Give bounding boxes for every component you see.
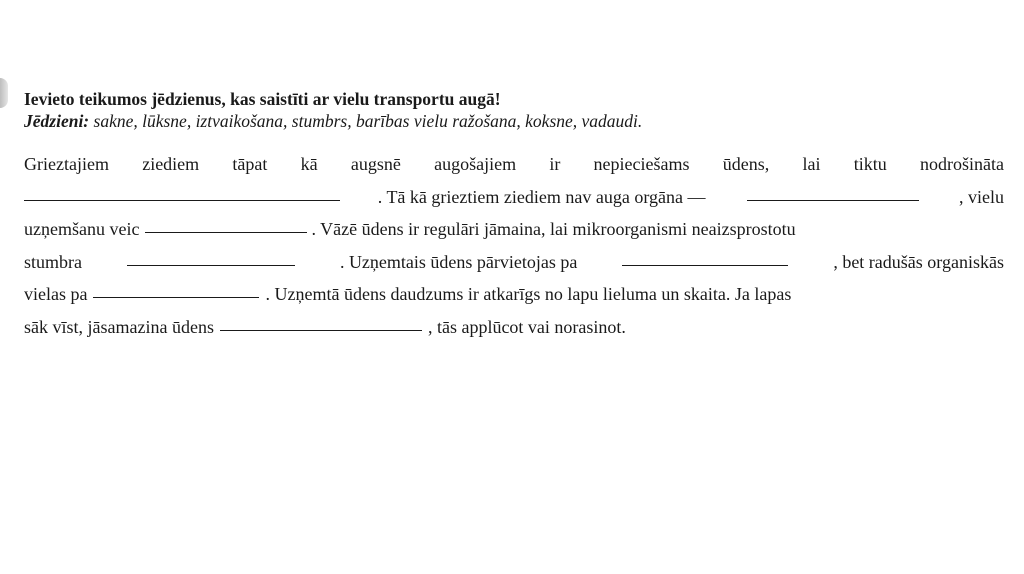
passage-text: . Tā kā grieztiem ziediem nav auga orgāna — [377,186,706,207]
instruction-heading: Ievieto teikumos jēdzienus, kas saistīti ar vielu transportu augā! [24,89,501,109]
passage-line-4 [24,246,1004,279]
blank-6[interactable] [93,296,259,298]
passage-word: lai [802,154,821,174]
fill-in-passage [24,148,1004,343]
passage-word: tiktu [853,154,887,174]
terms-list: sakne, lūksne, iztvaikošana, stumbrs, barības vielu ražošana, koksne, vadaudi. [93,111,643,131]
exercise [24,88,1004,343]
terms-line [24,110,1004,132]
passage-word: Grieztajiem [24,154,109,174]
terms-label: Jēdzieni: [24,111,90,131]
passage-line-5 [24,278,1004,311]
passage-word: kā [300,154,318,174]
blank-4[interactable] [127,264,295,266]
blank-5[interactable] [622,264,788,266]
passage-text: vielas pa [24,284,88,304]
passage-line-3 [24,213,1004,246]
passage-text: . Uzņemtā ūdens daudzums ir atkarīgs no lapu lieluma un skaita. Ja lapas [265,284,792,304]
passage-word: tāpat [232,154,268,174]
passage-line-6 [24,311,1004,344]
slide-edge-marker [0,78,8,108]
passage-text: . Uzņemtais ūdens pārvietojas pa [339,251,578,272]
blank-7[interactable] [220,329,422,331]
passage-text: uzņemšanu veic [24,219,140,239]
blank-1[interactable] [24,199,340,201]
passage-text: , tās applūcot vai norasinot. [427,316,626,337]
passage-word: augošajiem [434,154,517,174]
passage-text: sāk vīst, jāsamazina ūdens [24,316,214,337]
passage-text: stumbra [24,251,82,272]
blank-2[interactable] [747,199,919,201]
passage-word: ziediem [142,154,200,174]
passage-line-1 [24,148,1004,181]
passage-word: augsnē [350,154,401,174]
passage-line-2 [24,181,1004,214]
passage-word: ūdens, [722,154,770,174]
blank-3[interactable] [145,231,307,233]
passage-text: . Vāzē ūdens ir regulāri jāmaina, lai mikroorganismi neaizsprostotu [311,219,796,239]
passage-text: , bet radušās organiskās [833,251,1004,272]
passage-text: , vielu [959,186,1004,207]
passage-word: nodrošināta [919,154,1004,174]
passage-word: nepieciešams [593,154,690,174]
passage-word: ir [549,154,561,174]
